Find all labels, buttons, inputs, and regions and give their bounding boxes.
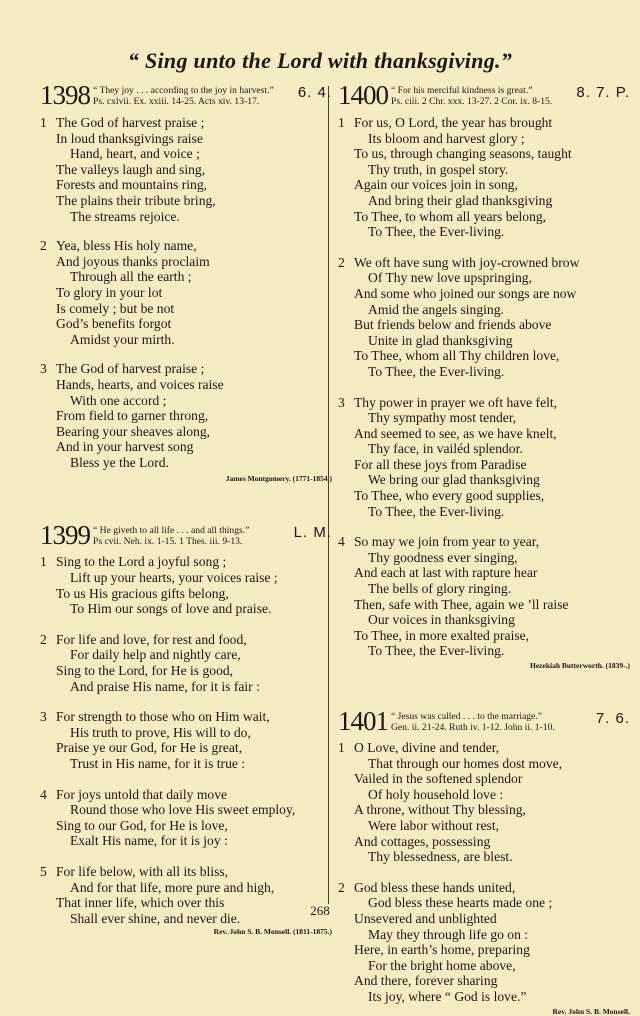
hymn-author: Hezekiah Butterworth. (1839-.)	[530, 661, 630, 670]
verse-line: Its joy, where “ God is love.”	[368, 988, 527, 1004]
verse-line: And there, forever sharing	[354, 973, 498, 989]
verse-line: And in your harvest song	[56, 439, 194, 455]
verse-line: Bearing your sheaves along,	[56, 423, 211, 439]
hymn-meter: L. M.	[293, 524, 332, 542]
verse-line: To Thee, whom all Thy children love,	[354, 348, 560, 364]
hymn-number: 1399	[40, 520, 90, 551]
stanza	[40, 709, 332, 771]
verse-line: Yea, bless His holy name,	[56, 238, 197, 254]
verse-line: Thy goodness ever singing,	[368, 549, 518, 565]
hymn-number: 1401	[338, 706, 388, 736]
verse-line: For joys untold that daily move	[56, 786, 228, 802]
left-column	[40, 82, 332, 936]
verse-line: Again our voices join in song,	[354, 177, 518, 193]
verse-line: And bring their glad thanksgiving	[368, 192, 553, 208]
verse-line: God bless these hearts made one ;	[368, 895, 553, 911]
verse-line: For life and love, for rest and food,	[56, 631, 247, 647]
verse-line: That through our homes dost move,	[368, 755, 563, 771]
hymn-references: Ps. cxlvii. Ex. xxiii. 14-25. Acts xiv. 13-17.	[93, 96, 260, 107]
stanza	[338, 395, 630, 520]
verse-line: So may we join from year to year,	[354, 534, 540, 550]
stanza	[40, 238, 332, 347]
stanza-number: 3	[338, 394, 345, 410]
verse-line: For strength to those who on Him wait,	[56, 709, 270, 725]
verse-line: And each at last with rapture hear	[354, 565, 538, 581]
verse-line: Sing to our God, for He is love,	[56, 817, 228, 833]
verse-line: And seemed to see, as we have knelt,	[354, 425, 557, 441]
verse-line: That inner life, which over this	[56, 895, 225, 911]
verse-line: God’s benefits forgot	[56, 316, 172, 332]
hymn-1398	[40, 82, 332, 483]
verse-line: Forests and mountains ring,	[56, 177, 208, 193]
hymn-number: 1398	[40, 80, 90, 110]
verse-line: Sing to the Lord, for He is good,	[56, 663, 234, 679]
verse-line: Thy face, in vailéd splendor.	[368, 441, 523, 457]
verse-line: To Thee, in more exalted praise,	[354, 627, 530, 643]
hymn-references: Ps. ciii. 2 Chr. xxx. 13-27. 2 Cor. ix. 8-15.	[391, 96, 553, 107]
hymn-epigraph: “ He giveth to all life . . . and all things.”	[93, 525, 250, 537]
verse-line: Is comely ; but be not	[56, 300, 175, 316]
hymn-meter: 7. 6.	[595, 710, 630, 727]
verse-line: The plains their tribute bring,	[56, 192, 216, 208]
hymn-1401	[338, 708, 630, 1016]
hymn-references: Ps cvii. Neh. ix. 1-15. 1 Thes. iii. 9-13.	[93, 536, 243, 548]
verse-line: With one accord ;	[70, 392, 167, 408]
stanza-number: 5	[40, 863, 47, 879]
verse-line: Hand, heart, and voice ;	[70, 146, 200, 162]
verse-line: And joyous thanks proclaim	[56, 253, 210, 269]
stanza	[40, 361, 332, 470]
stanza-number: 4	[338, 534, 345, 550]
stanza	[338, 534, 630, 659]
stanza-number: 1	[40, 115, 47, 130]
verse-line: Of Thy new love upspringing,	[368, 270, 532, 286]
verse-line: Its bloom and harvest glory ;	[368, 130, 525, 146]
verse-line: To Thee, the Ever-living.	[368, 363, 505, 379]
stanza-number: 2	[338, 254, 345, 270]
verse-line: We bring our glad thanksgiving	[368, 472, 540, 488]
stanza-number: 2	[40, 631, 47, 647]
verse-line: O Love, divine and tender,	[354, 740, 500, 755]
verse-line: Amidst your mirth.	[70, 331, 175, 347]
stanza	[338, 115, 630, 240]
hymn-meter: 8. 7. P.	[576, 84, 630, 101]
verse-line: And some who joined our songs are now	[354, 285, 577, 301]
stanza	[40, 115, 332, 224]
stanza	[40, 554, 332, 616]
verse-line: Through all the earth ;	[70, 269, 192, 285]
verse-line: To Thee, who every good supplies,	[354, 488, 545, 504]
stanza	[40, 787, 332, 849]
verse-line: His truth to prove, His will to do,	[70, 724, 251, 740]
page-title: “ Sing unto the Lord with thanksgiving.”	[127, 48, 513, 73]
stanza-number: 1	[40, 554, 47, 570]
verse-line: For daily help and nightly care,	[70, 647, 241, 663]
hymn-1399	[40, 522, 332, 936]
verse-line: But friends below and friends above	[354, 317, 552, 333]
verse-line: To Thee, to whom all years belong,	[354, 208, 547, 224]
verse-line: From field to garner throng,	[56, 408, 209, 424]
verse-line: Exalt His name, for it is joy :	[70, 833, 228, 849]
stanza-number: 1	[338, 115, 345, 130]
verse-line: Vailed in the softened splendor	[354, 771, 523, 787]
stanza-number: 2	[338, 879, 345, 895]
verse-line: Our voices in thanksgiving	[368, 612, 515, 628]
stanza	[338, 255, 630, 380]
verse-line: For all these joys from Paradise	[354, 456, 527, 472]
verse-line: Praise ye our God, for He is great,	[56, 740, 243, 756]
verse-line: To Him our songs of love and praise.	[70, 601, 272, 617]
right-column	[338, 82, 630, 1016]
verse-line: To Thee, the Ever-living.	[368, 224, 505, 240]
hymn-header	[40, 522, 332, 549]
verse-line: And cottages, possessing	[354, 833, 491, 849]
hymn-number: 1400	[338, 80, 388, 110]
stanza	[40, 632, 332, 694]
hymn-meter: 6. 4.	[297, 84, 332, 101]
verse-line: To Thee, the Ever-living.	[368, 643, 505, 659]
verse-line: A throne, without Thy blessing,	[354, 802, 526, 818]
verse-line: For life below, with all its bliss,	[56, 863, 229, 879]
hymn-scripture	[391, 708, 630, 733]
page-number: 268	[310, 903, 330, 918]
verse-line: In loud thanksgivings raise	[56, 130, 203, 146]
verse-line: For us, O Lord, the year has brought	[354, 115, 553, 130]
verse-line: To Thee, the Ever-living.	[368, 503, 505, 519]
column-divider	[328, 86, 329, 904]
hymn-header	[338, 708, 630, 735]
verse-line: To glory in your lot	[56, 284, 163, 300]
verse-line: God bless these hands united,	[354, 879, 516, 895]
hymn-epigraph: “ Jesus was called . . . to the marriage.”	[391, 711, 543, 722]
verse-line: Unite in glad thanksgiving	[368, 332, 513, 348]
hymn-header	[338, 82, 630, 109]
stanza-number: 3	[40, 709, 47, 725]
verse-line: The bells of glory ringing.	[368, 581, 512, 597]
verse-line: May they through life go on :	[368, 926, 529, 942]
stanza-number: 4	[40, 786, 47, 802]
verse-line: Thy power in prayer we oft have felt,	[354, 394, 558, 410]
hymn-1400	[338, 82, 630, 670]
verse-line: Unsevered and unblighted	[354, 910, 497, 926]
verse-line: For the bright home above,	[368, 957, 516, 973]
verse-line: The streams rejoice.	[70, 208, 180, 224]
verse-line: Bless ye the Lord.	[70, 454, 169, 470]
verse-line: Thy sympathy most tender,	[368, 410, 517, 426]
verse-line: Then, safe with Thee, again we ’ll raise	[354, 596, 569, 612]
hymn-author: Rev. John S. B. Monsell.	[552, 1006, 630, 1016]
hymn-scripture	[93, 82, 332, 107]
verse-line: Round those who love His sweet employ,	[70, 802, 296, 818]
verse-line: Sing to the Lord a joyful song ;	[56, 554, 227, 570]
verse-line: Thy truth, in gospel story.	[368, 161, 509, 177]
hymn-references: Gen. ii. 21-24. Ruth iv. 1-12. John ii. 1-10.	[391, 722, 555, 733]
verse-line: And for that life, more pure and high,	[70, 879, 275, 895]
hymn-author: Rev. John S. B. Monsell. (1811-1875.)	[213, 927, 332, 937]
verse-line: Thy blessedness, are blest.	[368, 849, 513, 865]
verse-line: To us, through changing seasons, taught	[354, 146, 572, 162]
verse-line: To us His gracious gifts belong,	[56, 585, 229, 601]
verse-line: Shall ever shine, and never die.	[70, 910, 241, 926]
hymn-header	[40, 82, 332, 109]
verse-line: And praise His name, for it is fair :	[70, 678, 260, 694]
verse-line: Were labor without rest,	[368, 817, 500, 833]
verse-line: Trust in His name, for it is true :	[70, 756, 246, 771]
verse-line: The God of harvest praise ;	[56, 361, 205, 377]
verse-line: The valleys laugh and sing,	[56, 161, 206, 177]
verse-line: The God of harvest praise ;	[56, 115, 205, 130]
stanza	[338, 880, 630, 1005]
hymn-epigraph: “ They joy . . . according to the joy in harvest.”	[93, 85, 274, 96]
verse-line: Here, in earth’s home, preparing	[354, 942, 530, 958]
verse-line: Hands, hearts, and voices raise	[56, 376, 224, 392]
hymn-epigraph: “ For his merciful kindness is great.”	[391, 85, 533, 96]
stanza	[338, 740, 630, 865]
stanza-number: 1	[338, 740, 345, 755]
hymn-author: James Montgomery. (1771-1854.)	[225, 474, 332, 484]
verse-line: Of holy household love :	[368, 786, 504, 802]
stanza-number: 2	[40, 238, 47, 254]
verse-line: Amid the angels singing.	[368, 301, 504, 317]
stanza-number: 3	[40, 361, 47, 377]
verse-line: We oft have sung with joy-crowned brow	[354, 254, 580, 270]
verse-line: Lift up your hearts, your voices raise ;	[70, 570, 278, 586]
